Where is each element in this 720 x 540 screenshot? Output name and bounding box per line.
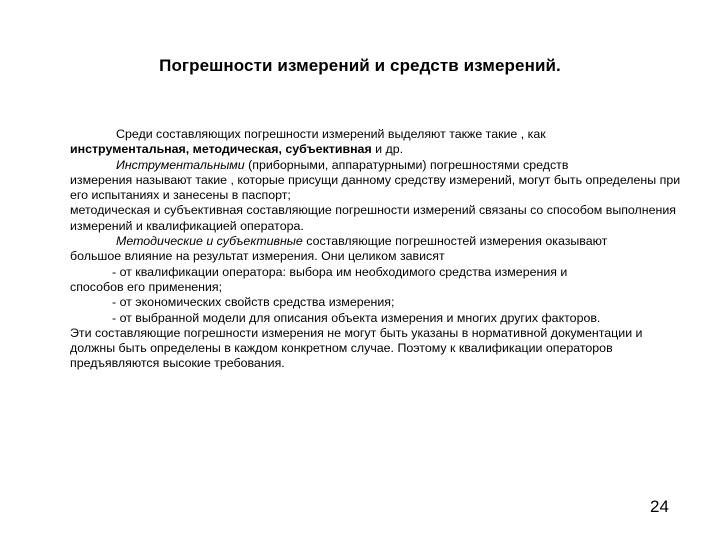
paragraph-instrumental — [70, 158, 682, 173]
subjective-term: Методические и субъективные — [116, 234, 303, 249]
paragraph-subjective-cont: большое влияние на результат измерения. Они целиком зависят — [70, 249, 445, 264]
intro-text: Среди составляющих погрешности измерений выделяют также такие , как — [116, 127, 546, 141]
list-item-qualification-cont: способов его применения; — [70, 279, 223, 294]
paragraph-intro — [70, 127, 682, 142]
error-types-bold: инструментальная, методическая, субъективная — [70, 142, 372, 157]
list-item-economic: - от экономических свойств средства измерения; — [112, 295, 395, 310]
slide-body — [70, 127, 682, 372]
instrumental-text: (приборными, аппаратурными) погрешностями средств — [244, 157, 569, 172]
paragraph-intro-cont — [70, 142, 682, 157]
intro-tail: и др. — [371, 142, 404, 157]
paragraph-instrumental-cont: измерения называют такие , которые присущи данному средству измерений, могут быть определены при его испытаниях и занесены в паспорт; — [70, 172, 681, 203]
instrumental-term: Инструментальными — [116, 157, 245, 172]
slide-title: Погрешности измерений и средств измерений. — [159, 56, 561, 75]
list-item-model: - от выбранной модели для описания объекта измерения и многих других факторов. — [112, 310, 601, 325]
paragraph-subjective — [70, 234, 682, 249]
paragraph-methodical: методическая и субъективная составляющие погрешности измерений связаны со способом выполнения измерений и квалификацией оператора. — [70, 203, 676, 233]
subjective-text: составляющие погрешностей измерения оказывают — [302, 234, 608, 249]
paragraph-conclusion: Эти составляющие погрешности измерения не могут быть указаны в нормативной документации и должны быть определены в каждом конкретном случае. Поэтому к квалификации операторов предъявляются высокие требования. — [70, 325, 643, 371]
page-number: 24 — [650, 497, 669, 516]
list-item-qualification: - от квалификации оператора: выбора им необходимого средства измерения и — [112, 264, 568, 279]
